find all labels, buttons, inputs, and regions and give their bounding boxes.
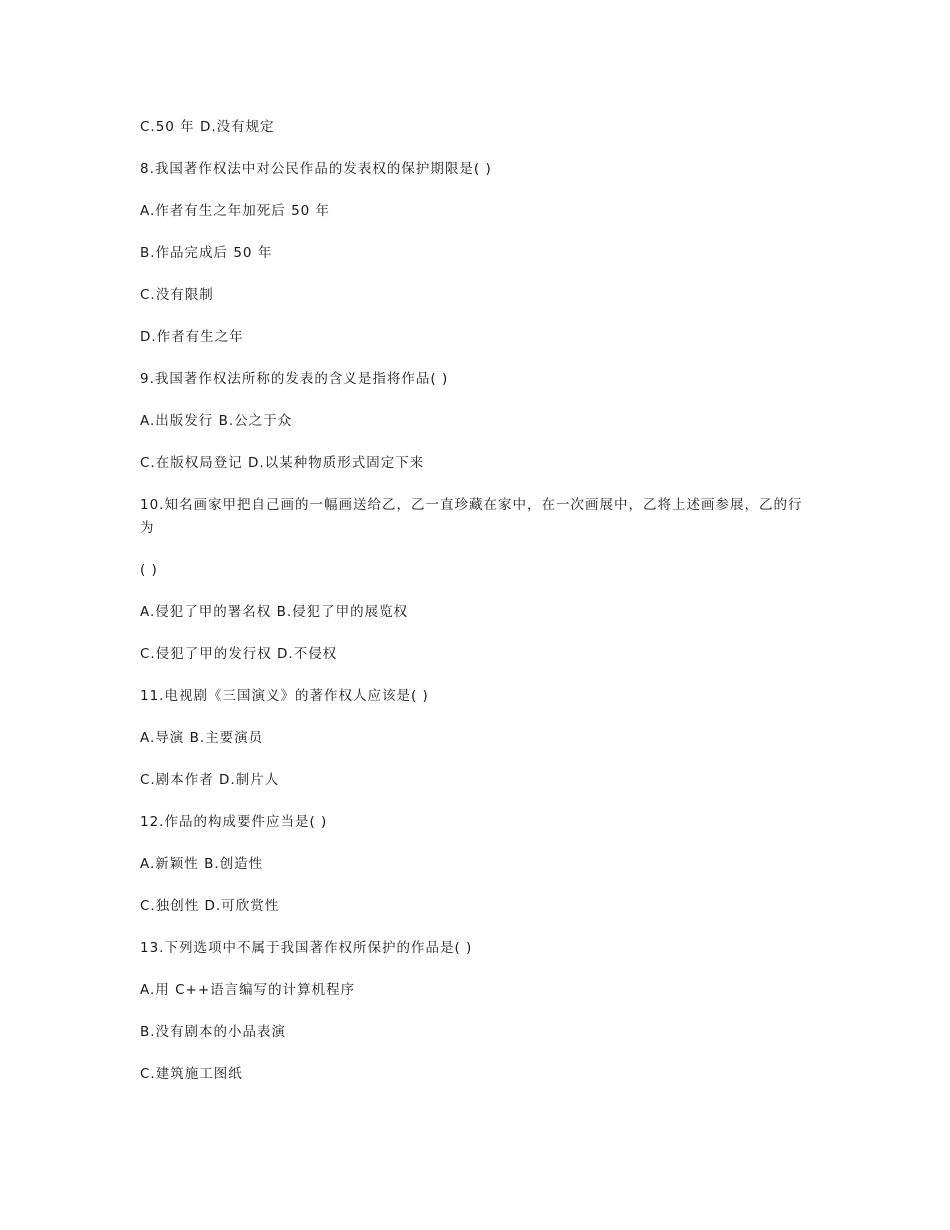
question-11: 11.电视剧《三国演义》的著作权人应该是( )	[140, 688, 429, 704]
question-9: 9.我国著作权法所称的发表的含义是指将作品( )	[140, 371, 449, 387]
question-10-blank: ( )	[140, 562, 158, 578]
question-13: 13.下列选项中不属于我国著作权所保护的作品是( )	[140, 940, 473, 956]
question-9-options-ab: A.出版发行 B.公之于众	[140, 413, 293, 429]
question-12-options-ab: A.新颖性 B.创造性	[140, 856, 264, 872]
question-12-options-cd: C.独创性 D.可欣赏性	[140, 898, 280, 914]
question-8-option-d: D.作者有生之年	[140, 329, 244, 345]
question-13-option-b: B.没有剧本的小品表演	[140, 1024, 287, 1040]
question-8-option-b: B.作品完成后 50 年	[140, 245, 273, 261]
question-11-options-cd: C.剧本作者 D.制片人	[140, 772, 280, 788]
question-8-option-a: A.作者有生之年加死后 50 年	[140, 203, 331, 219]
question-10-options-ab: A.侵犯了甲的署名权 B.侵犯了甲的展览权	[140, 604, 409, 620]
question-10: 10.知名画家甲把自己画的一幅画送给乙，乙一直珍藏在家中，在一次画展中，乙将上述画参展，乙的行为	[140, 497, 803, 536]
question-9-options-cd: C.在版权局登记 D.以某种物质形式固定下来	[140, 455, 425, 471]
option-c-d-line: C.50 年 D.没有规定	[140, 119, 275, 135]
question-12: 12.作品的构成要件应当是( )	[140, 814, 328, 830]
question-13-option-a: A.用 C++语言编写的计算机程序	[140, 982, 356, 998]
question-8-option-c: C.没有限制	[140, 287, 214, 303]
question-13-option-c: C.建筑施工图纸	[140, 1066, 243, 1082]
question-8: 8.我国著作权法中对公民作品的发表权的保护期限是( )	[140, 161, 492, 177]
question-10-options-cd: C.侵犯了甲的发行权 D.不侵权	[140, 646, 338, 662]
question-11-options-ab: A.导演 B.主要演员	[140, 730, 264, 746]
